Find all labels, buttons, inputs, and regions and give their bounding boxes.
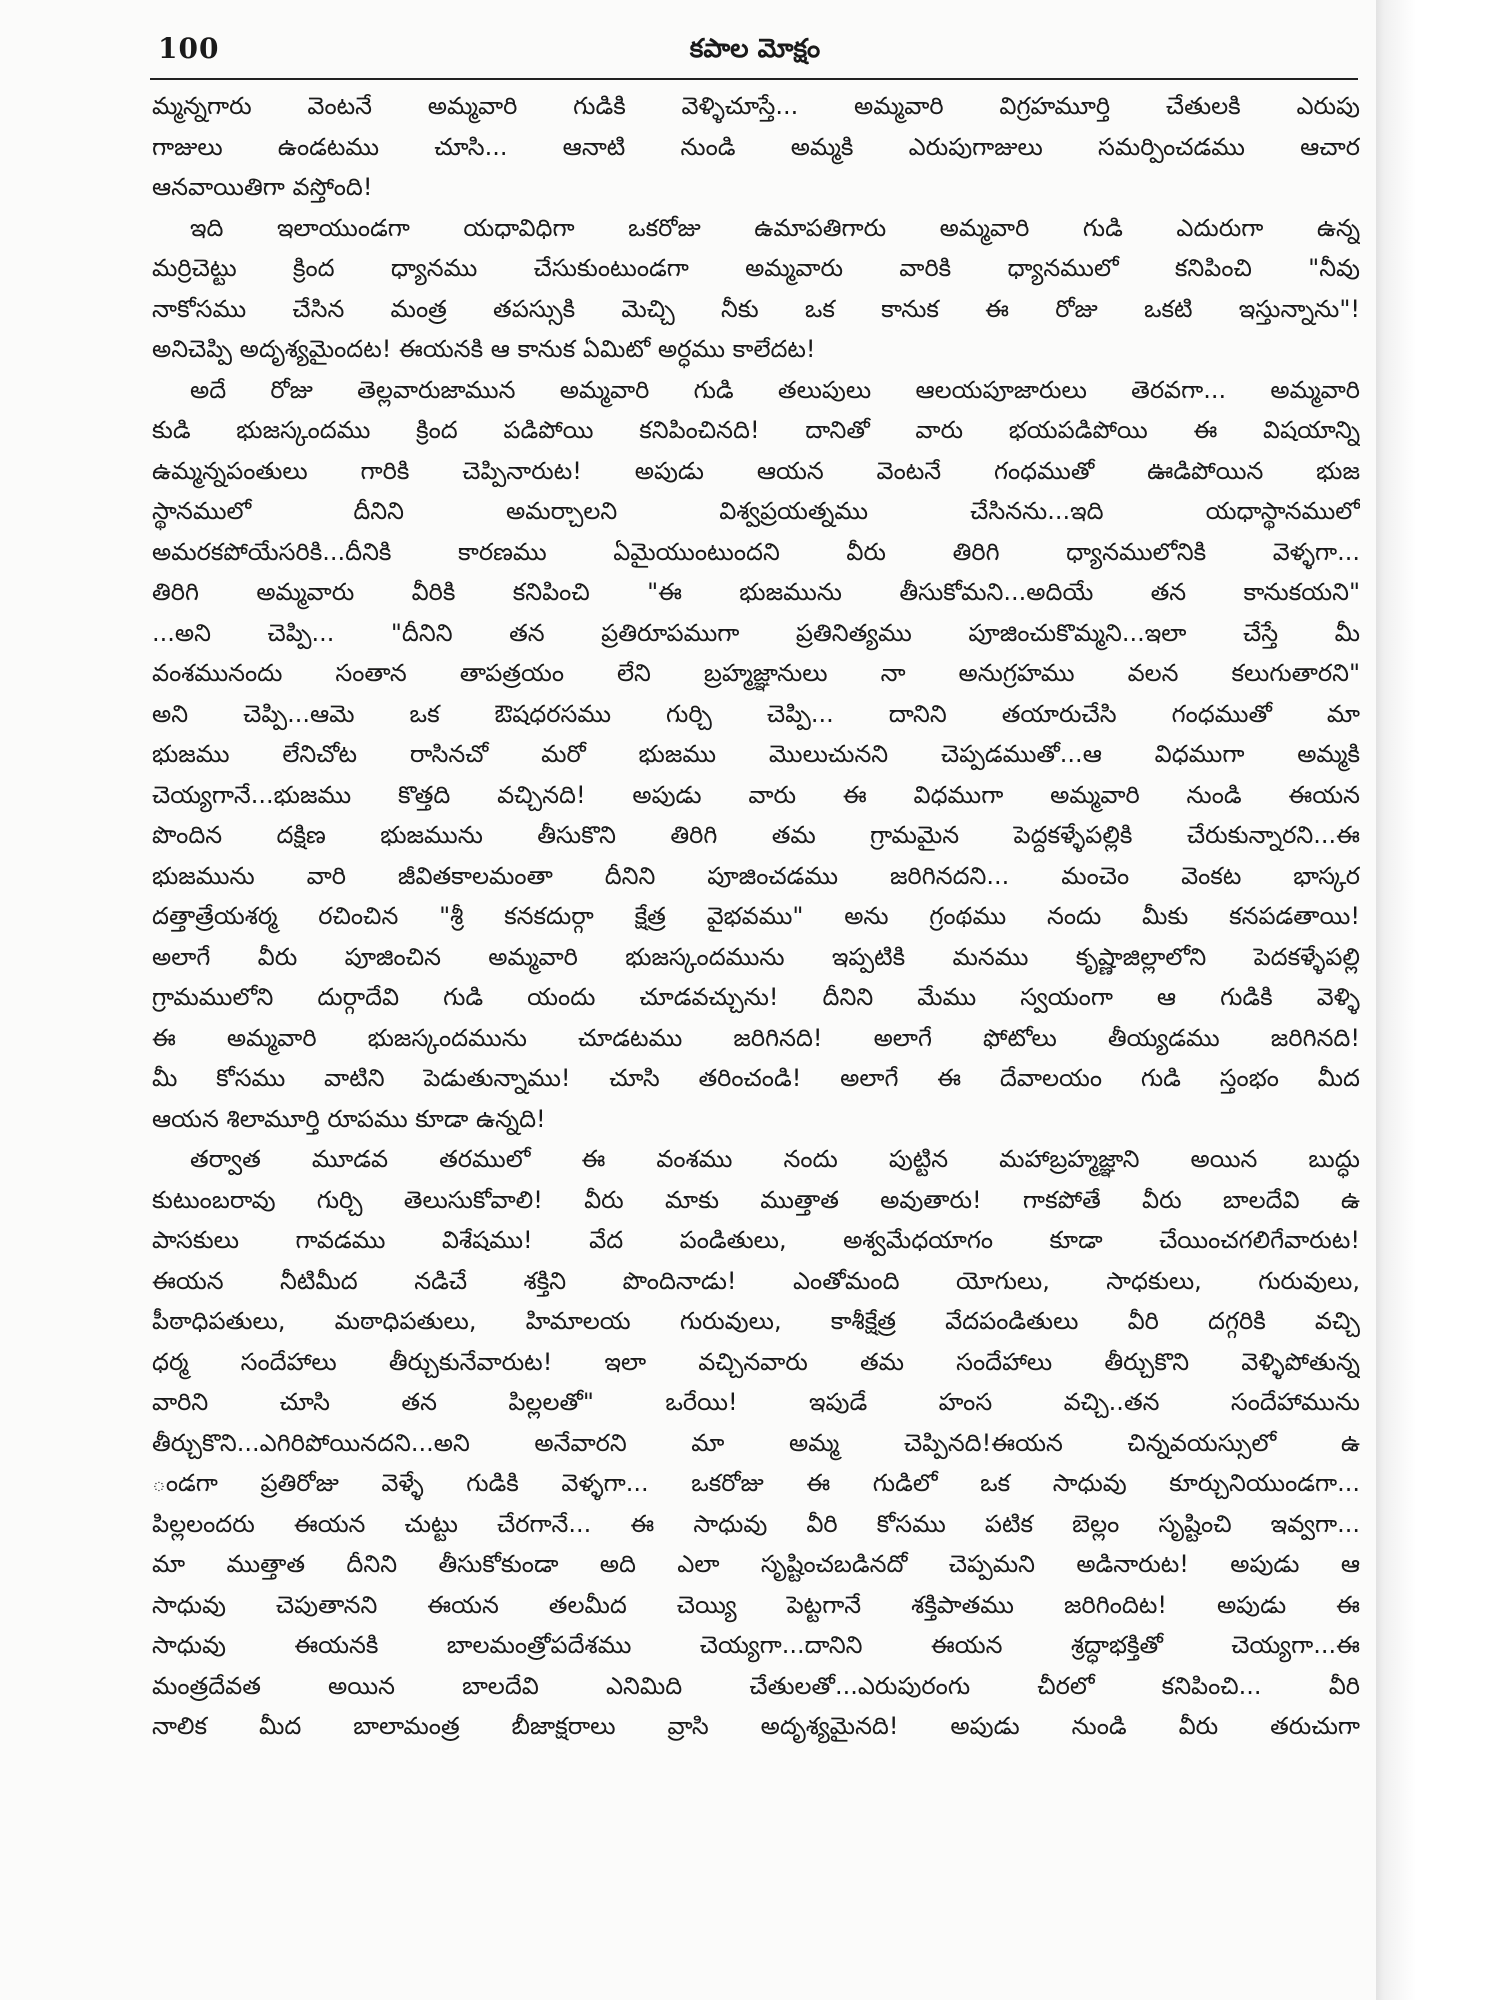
text-line: మీ కోసము వాటిని పెడుతున్నాము! చూసి తరించండి! అలాగే ఈ దేవాలయం గుడి స్తంభం మీద bbox=[152, 1064, 1360, 1092]
header-divider bbox=[150, 78, 1358, 80]
text-line: ఆనవాయితిగా వస్తోంది! bbox=[152, 173, 373, 201]
paragraph bbox=[152, 208, 1360, 370]
body-text bbox=[152, 86, 1360, 1747]
running-title: కపాల మోక్షం bbox=[689, 34, 821, 64]
text-line: ఆయన శిలామూర్తి రూపము కూడా ఉన్నది! bbox=[152, 1104, 546, 1133]
text-line: భుజము లేనిచోట రాసినచో మరో భుజము మొలుచునని చెప్పడముతో...ఆ విధముగా అమ్మకి bbox=[152, 740, 1360, 768]
paragraph bbox=[152, 370, 1360, 1140]
text-line: కుటుంబరావు గుర్చి తెలుసుకోవాలి! వీరు మాకు ముత్తాత అవుతారు! గాకపోతే వీరు బాలదేవి ఉ bbox=[152, 1185, 1360, 1214]
text-line: అలాగే వీరు పూజించిన అమ్మవారి భుజస్కందమును ఇప్పటికి మనము కృష్ణాజిల్లాలోని పెదకళ్ళేపల్లి bbox=[152, 942, 1360, 971]
text-line: మా ముత్తాత దీనిని తీసుకోకుండా అది ఎలా సృష్టించబడినదో చెప్పమని అడినారుట! అపుడు ఆ bbox=[152, 1550, 1360, 1578]
text-line: ఈ అమ్మవారి భుజస్కందమును చూడటము జరిగినది! అలాగే ఫోటోలు తీయ్యడము జరిగినది! bbox=[152, 1023, 1360, 1052]
text-line: ఈయన నీటిమీద నడిచే శక్తిని పొందినాడు! ఎంతోమంది యోగులు, సాధకులు, గురువులు, bbox=[152, 1266, 1360, 1295]
text-line: పాసకులు గావడము విశేషము! వేద పండితులు, అశ్వమేధయాగం కూడా చేయించగలిగేవారుట! bbox=[152, 1226, 1360, 1254]
text-line: గాజులు ఉండటము చూసి... ఆనాటి నుండి అమ్మకి ఎరుపుగాజులు సమర్పించడము ఆచార bbox=[152, 132, 1360, 161]
text-line: ...అని చెప్పి... "దీనిని తన ప్రతిరూపముగా ప్రతినిత్యము పూజించుకొమ్మని...ఇలా చేస్తే మీ bbox=[152, 618, 1360, 647]
text-line: పొందిన దక్షిణ భుజమును తీసుకొని తిరిగి తమ గ్రామమైన పెద్దకళ్ళేపల్లికి చేరుకున్నారని...ఈ bbox=[152, 821, 1360, 849]
page-header bbox=[150, 28, 1360, 76]
text-line: నాకోసము చేసిన మంత్ర తపస్సుకి మెచ్చి నీకు ఒక కానుక ఈ రోజు ఒకటి ఇస్తున్నాను"! bbox=[152, 294, 1360, 323]
text-line: వారిని చూసి తన పిల్లలతో" ఒరేయి! ఇపుడే హంస వచ్చి..తన సందేహామును bbox=[152, 1388, 1360, 1416]
text-line: వంశమునందు సంతాన తాపత్రయం లేని బ్రహ్మజ్ఞానులు నా అనుగ్రహము వలన కలుగుతారని" bbox=[152, 659, 1360, 687]
text-line: భుజమును వారి జీవితకాలమంతా దీనిని పూజించడము జరిగినదని... మంచెం వెంకట భాస్కర bbox=[152, 861, 1360, 890]
text-line: మంత్రదేవత అయిన బాలదేవి ఎనిమిది చేతులతో...ఎరుపురంగు చీరలో కనిపించి... వీరి bbox=[152, 1671, 1360, 1700]
text-line: అనిచెప్పి అదృశ్యమైందట! ఈయనకి ఆ కానుక ఏమిటో అర్ధము కాలేదట! bbox=[152, 335, 816, 363]
text-line: మర్రిచెట్టు క్రింద ధ్యానము చేసుకుంటుండగా అమ్మవారు వారికి ధ్యానములో కనిపించి "నీవు bbox=[152, 254, 1360, 282]
text-line: మ్మన్నగారు వెంటనే అమ్మవారి గుడికి వెళ్ళిచూస్తే... అమ్మవారి విగ్రహమూర్తి చేతులకి ఎరుపు bbox=[152, 92, 1360, 120]
text-line: ండగా ప్రతిరోజు వెళ్ళే గుడికి వెళ్ళగా... ఒకరోజు ఈ గుడిలో ఒక సాధువు కూర్చునియుండగా... bbox=[152, 1469, 1360, 1497]
paragraph bbox=[152, 1139, 1360, 1747]
text-line: సాధువు చెపుతానని ఈయన తలమీద చెయ్యి పెట్టగానే శక్తిపాతము జరిగిందిట! అపుడు ఈ bbox=[152, 1590, 1360, 1619]
text-line: పీఠాధిపతులు, మఠాధిపతులు, హిమాలయ గురువులు, కాశీక్షేత్ర వేదపండితులు వీరి దగ్గరికి వచ్చి bbox=[152, 1307, 1360, 1335]
text-line: ఇది ఇలాయుండగా యధావిధిగా ఒకరోజు ఉమాపతిగారు అమ్మవారి గుడి ఎదురుగా ఉన్న bbox=[190, 213, 1360, 242]
text-line: గ్రామములోని దుర్గాదేవి గుడి యందు చూడవచ్చును! దీనిని మేము స్వయంగా ఆ గుడికి వెళ్ళి bbox=[152, 983, 1360, 1011]
page-number: 100 bbox=[158, 32, 220, 65]
paragraph bbox=[152, 86, 1360, 208]
text-line: పిల్లలందరు ఈయన చుట్టు చేరగానే... ఈ సాధువు వీరి కోసము పటిక బెల్లం సృష్టించి ఇవ్వగా... bbox=[152, 1509, 1360, 1538]
text-line: ధర్మ సందేహాలు తీర్చుకునేవారుట! ఇలా వచ్చినవారు తమ సందేహాలు తీర్చుకొని వెళ్ళిపోతున్న bbox=[152, 1347, 1360, 1376]
text-line: నాలిక మీద బాలామంత్ర బీజాక్షరాలు వ్రాసి అదృశ్యమైనది! అపుడు నుండి వీరు తరుచుగా bbox=[152, 1712, 1360, 1740]
text-line: అని చెప్పి...ఆమె ఒక ఔషధరసము గుర్చి చెప్పి... దానిని తయారుచేసి గంధముతో మా bbox=[152, 699, 1360, 728]
text-line: తీర్చుకొని...ఎగిరిపోయినదని...అని అనేవారని మా అమ్మ చెప్పినది!ఈయన చిన్నవయస్సులో ఉ bbox=[152, 1428, 1360, 1457]
text-line: స్థానములో దీనిని అమర్చాలని విశ్వప్రయత్నము చేసినను...ఇది యధాస్థానములో bbox=[152, 497, 1360, 525]
text-line: అమరకపోయేసరికి...దీనికి కారణము ఏమైయుంటుందని వీరు తిరిగి ధ్యానములోనికి వెళ్ళగా... bbox=[152, 537, 1360, 566]
text-line: ఉమ్మన్నపంతులు గారికి చెప్పినారుట! అపుడు ఆయన వెంటనే గంధముతో ఊడిపోయిన భుజ bbox=[152, 456, 1360, 485]
page-gutter bbox=[1376, 0, 1500, 2000]
text-line: తర్వాత మూడవ తరములో ఈ వంశము నందు పుట్టిన మహాబ్రహ్మజ్ఞాని అయిన బుద్ధు bbox=[190, 1145, 1360, 1173]
text-line: దత్తాత్రేయశర్మ రచించిన "శ్రీ కనకదుర్గా క్షేత్ర వైభవము" అను గ్రంథము నందు మీకు కనపడతాయి! bbox=[152, 902, 1360, 930]
text-line: తిరిగి అమ్మవారు వీరికి కనిపించి "ఈ భుజమును తీసుకోమని...అదియే తన కానుకయని" bbox=[152, 578, 1360, 606]
text-line: అదే రోజు తెల్లవారుజామున అమ్మవారి గుడి తలుపులు ఆలయపూజారులు తెరవగా... అమ్మవారి bbox=[190, 375, 1360, 404]
text-line: సాధువు ఈయనకి బాలమంత్రోపదేశము చెయ్యగా...దానిని ఈయన శ్రద్ధాభక్తితో చెయ్యగా...ఈ bbox=[152, 1631, 1360, 1659]
text-line: చెయ్యగానే...భుజము కొత్తది వచ్చినది! అపుడు వారు ఈ విధముగా అమ్మవారి నుండి ఈయన bbox=[152, 780, 1360, 809]
text-line: కుడి భుజస్కందము క్రింద పడిపోయి కనిపించినది! దానితో వారు భయపడిపోయి ఈ విషయాన్ని bbox=[152, 416, 1360, 444]
